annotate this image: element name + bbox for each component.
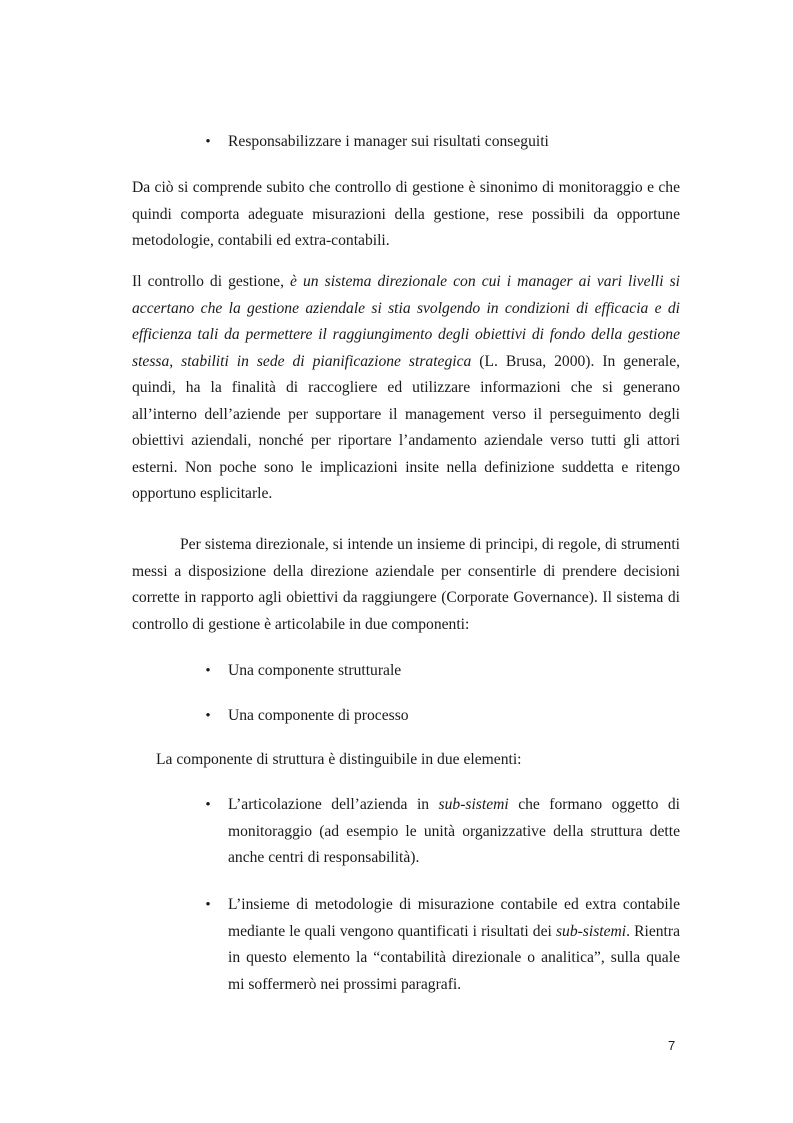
paragraph-2-lead: Il controllo di gestione, xyxy=(132,273,291,290)
bullet-icon: • xyxy=(205,897,211,913)
paragraph-definizione-controllo xyxy=(132,269,680,508)
bullet-item-metodologie xyxy=(228,892,680,998)
bullet-item-responsabilizzare: Responsabilizzare i manager sui risultati conseguiti xyxy=(228,133,549,150)
element-1-lead: L’articolazione dell’azienda in xyxy=(228,796,439,813)
bullet-icon: • xyxy=(205,708,211,724)
bullet-item-articolazione xyxy=(228,792,680,872)
element-2-lead: L’insieme di metodologie di misurazione contabile ed extra contabile mediante le quali vengono quantificati i risultati dei xyxy=(228,896,680,940)
structure-intro-line: La componente di struttura è distinguibile in due elementi: xyxy=(156,751,522,768)
bullet-item-componente-strutturale: Una componente strutturale xyxy=(228,662,402,679)
element-2-rest: . Rientra in questo elemento la “contabilità direzionale o analitica”, sulla quale mi soffermerò nei prossimi paragrafi. xyxy=(228,922,680,993)
element-1-italic: sub-sistemi xyxy=(438,796,509,813)
paragraph-monitoraggio: Da ciò si comprende subito che controllo di gestione è sinonimo di monitoraggio e che quindi comporta adeguate misurazioni della gestione, rese possibili da opportune metodologie, contabili ed extra-contabili. xyxy=(132,179,680,249)
page-number: 7 xyxy=(668,1038,676,1053)
bullet-icon: • xyxy=(205,663,211,679)
bullet-icon: • xyxy=(205,797,211,813)
paragraph-sistema-direzionale: Per sistema direzionale, si intende un insieme di principi, di regole, di strumenti messi a disposizione della direzione aziendale per consentirle di prendere decisioni corrette in rapporto agli obiettivi da raggiungere (Corporate Governance). Il sistema di controllo di gestione è articolabile in due componenti: xyxy=(132,536,680,633)
element-1-rest: che formano oggetto di monitoraggio (ad esempio le unità organizzative della struttura dette anche centri di responsabilità). xyxy=(228,796,680,866)
element-2-italic: sub-sistemi xyxy=(555,922,627,940)
definition-quote: è un sistema direzionale con cui i manager ai vari livelli si accertano che la gestione aziendale si stia svolgendo in condizioni di efficacia e di efficienza tali da permettere il raggiungimento degli obiettivi di fondo della gestione stessa, stabiliti in sede di pianificazione strategica xyxy=(132,273,680,370)
bullet-icon: • xyxy=(205,134,211,150)
bullet-item-componente-processo: Una componente di processo xyxy=(228,707,409,724)
paragraph-2-rest: (L. Brusa, 2000). In generale, quindi, ha la finalità di raccogliere ed utilizzare informazioni che si generano all’interno dell’aziende per supportare il management verso il perseguimento degli obiettivi aziendali, nonché per riportare l’andamento aziendale verso tutti gli attori esterni. Non poche sono le implicazioni insite nella definizione suddetta e ritengo opportuno esplicitarle. xyxy=(132,352,681,502)
